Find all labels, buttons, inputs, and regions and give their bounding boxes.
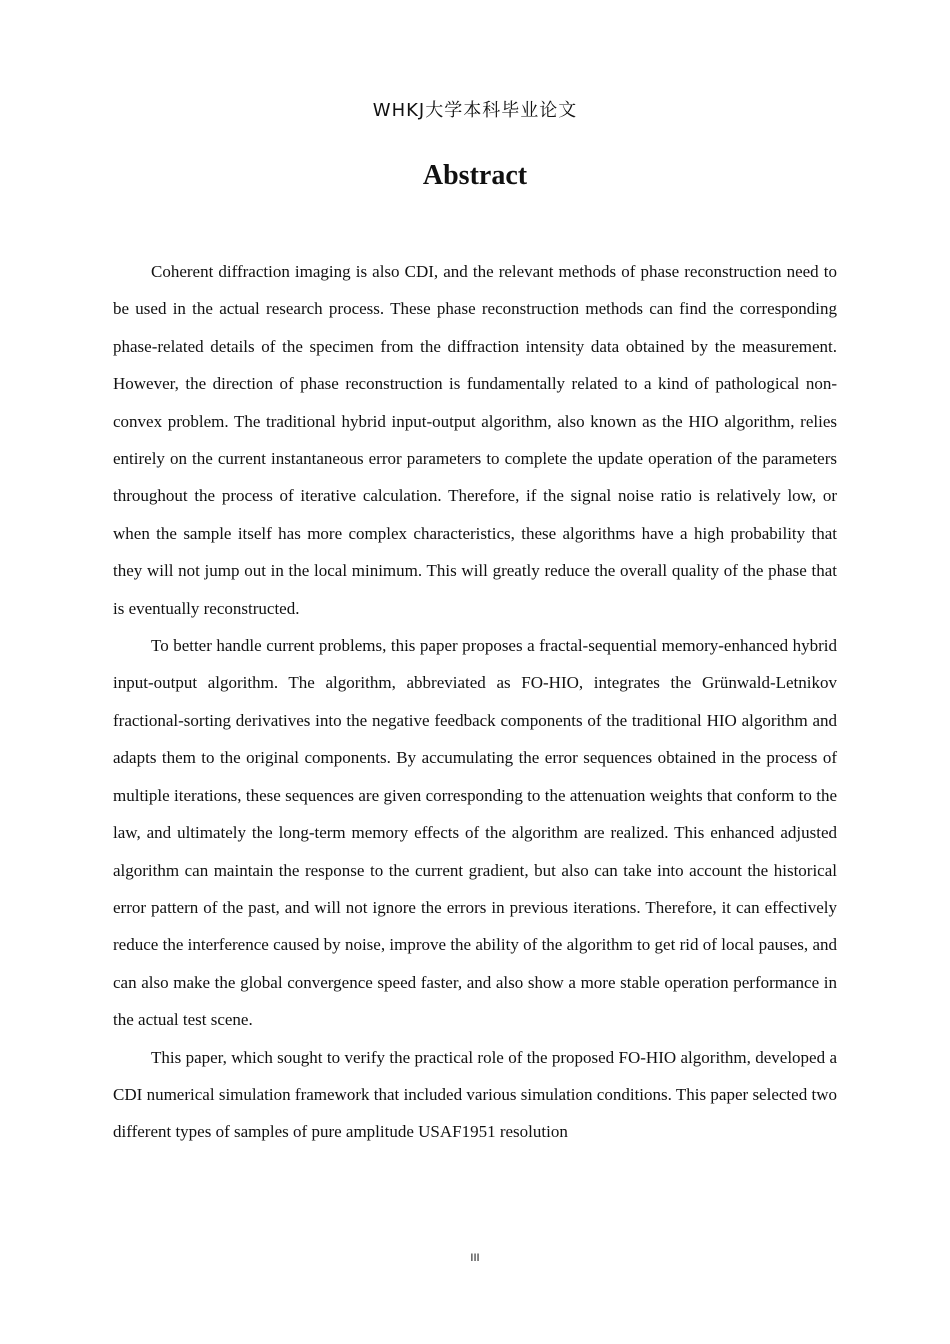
abstract-paragraph-2: To better handle current problems, this paper proposes a fractal-sequential memory-enhanced hybrid input-output algorithm. The algorithm, abbreviated as FO-HIO, integrates the Grünwald-Letnikov fractional-sorting derivatives into the negative feedback components of the traditional HIO algorithm and adapts them to the original components. By accumulating the error sequences obtained in the process of multiple iterations, these sequences are given corresponding to the attenuation weights that conform to the law, and ultimately the long-term memory effects of the algorithm are realized. This enhanced adjusted algorithm can maintain the response to the current gradient, but also can take into account the historical error pattern of the past, and will not ignore the errors in previous iterations. Therefore, it can effectively reduce the interference caused by noise, improve the ability of the algorithm to get rid of local pauses, and can also make the global convergence speed faster, and also show a more stable operation performance in the actual test scene. [113, 636, 837, 1030]
page-number: III [470, 1252, 480, 1264]
running-header: WHKJ大学本科毕业论文 [372, 100, 578, 121]
abstract-paragraph-3: This paper, which sought to verify the practical role of the proposed FO-HIO algorithm, developed a CDI numerical simulation framework that included various simulation conditions. This paper selected two different types of samples of pure amplitude USAF1951 resolution [113, 1047, 837, 1142]
abstract-body [113, 253, 837, 1151]
abstract-paragraph-1: Coherent diffraction imaging is also CDI, and the relevant methods of phase reconstruction need to be used in the actual research process. These phase reconstruction methods can find the corresponding phase-related details of the specimen from the diffraction intensity data obtained by the measurement. However, the direction of phase reconstruction is fundamentally related to a kind of pathological non-convex problem. The traditional hybrid input-output algorithm, also known as the HIO algorithm, relies entirely on the current instantaneous error parameters to complete the update operation of the parameters throughout the process of iterative calculation. Therefore, if the signal noise ratio is relatively low, or when the sample itself has more complex characteristics, these algorithms have a high probability that they will not jump out in the local minimum. This will greatly reduce the overall quality of the phase that is eventually reconstructed. [113, 262, 837, 618]
abstract-title: Abstract [422, 160, 528, 191]
